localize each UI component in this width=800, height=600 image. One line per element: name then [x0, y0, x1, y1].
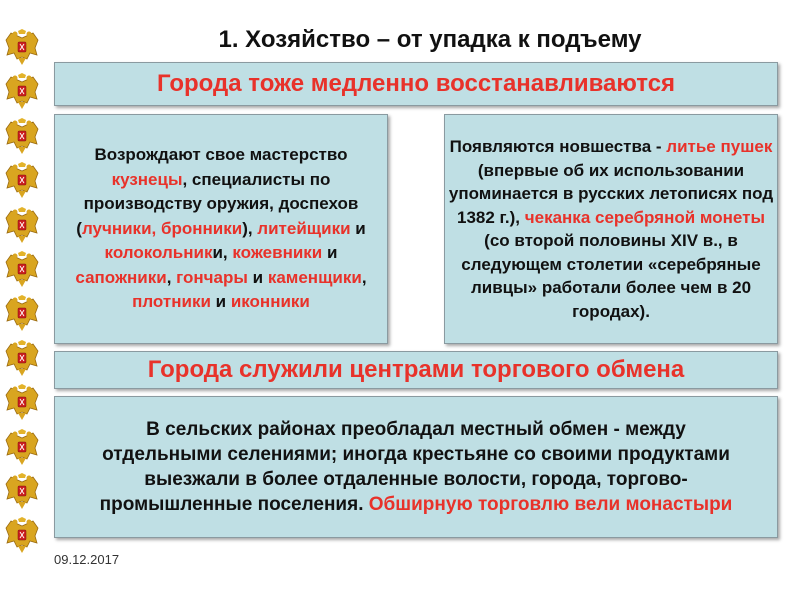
double-headed-eagle-icon — [2, 428, 42, 468]
page-title: 1. Хозяйство – от упадка к подъему — [218, 26, 642, 53]
slide-date: 09.12.2017 — [54, 552, 120, 567]
innovations-text: Появляются новшества - литье пушек (впервые об их использовании упоминается в русских летописях под 1382 г.), чеканка серебряной монеты (со второй половины XIV в., в следующем столетии «серебряные ливцы» работали более чем в 20 городах). — [448, 137, 774, 321]
double-headed-eagle-icon — [2, 117, 42, 157]
double-headed-eagle-icon — [2, 250, 42, 290]
double-headed-eagle-icon — [2, 206, 42, 246]
double-headed-eagle-icon — [2, 339, 42, 379]
double-headed-eagle-icon — [2, 383, 42, 423]
double-headed-eagle-icon — [2, 472, 42, 512]
trade-box — [54, 396, 778, 538]
banner-cities-recovering: Города тоже медленно восстанавливаются — [54, 62, 778, 106]
crafts-text: Возрождают свое мастерство кузнецы, специалисты по производству оружия, доспехов (лучники, бронники), литейщики и колокольники, кожевники и сапожники, гончары и каменщики, плотники и иконники — [75, 145, 367, 312]
eagle-strip — [2, 28, 46, 561]
crafts-box — [54, 114, 388, 344]
double-headed-eagle-icon — [2, 516, 42, 556]
double-headed-eagle-icon — [2, 28, 42, 68]
double-headed-eagle-icon — [2, 72, 42, 112]
innovations-box — [444, 114, 778, 344]
banner-trade-centers: Города служили центрами торгового обмена — [54, 351, 778, 389]
double-headed-eagle-icon — [2, 161, 42, 201]
trade-text: В сельских районах преобладал местный обмен - между отдельными селениями; иногда крестьяне со своими продуктами выезжали в более отдаленные волости, города, торгово-промышленные поселения. Обширную торговлю вели монастыри — [99, 419, 733, 515]
double-headed-eagle-icon — [2, 294, 42, 334]
